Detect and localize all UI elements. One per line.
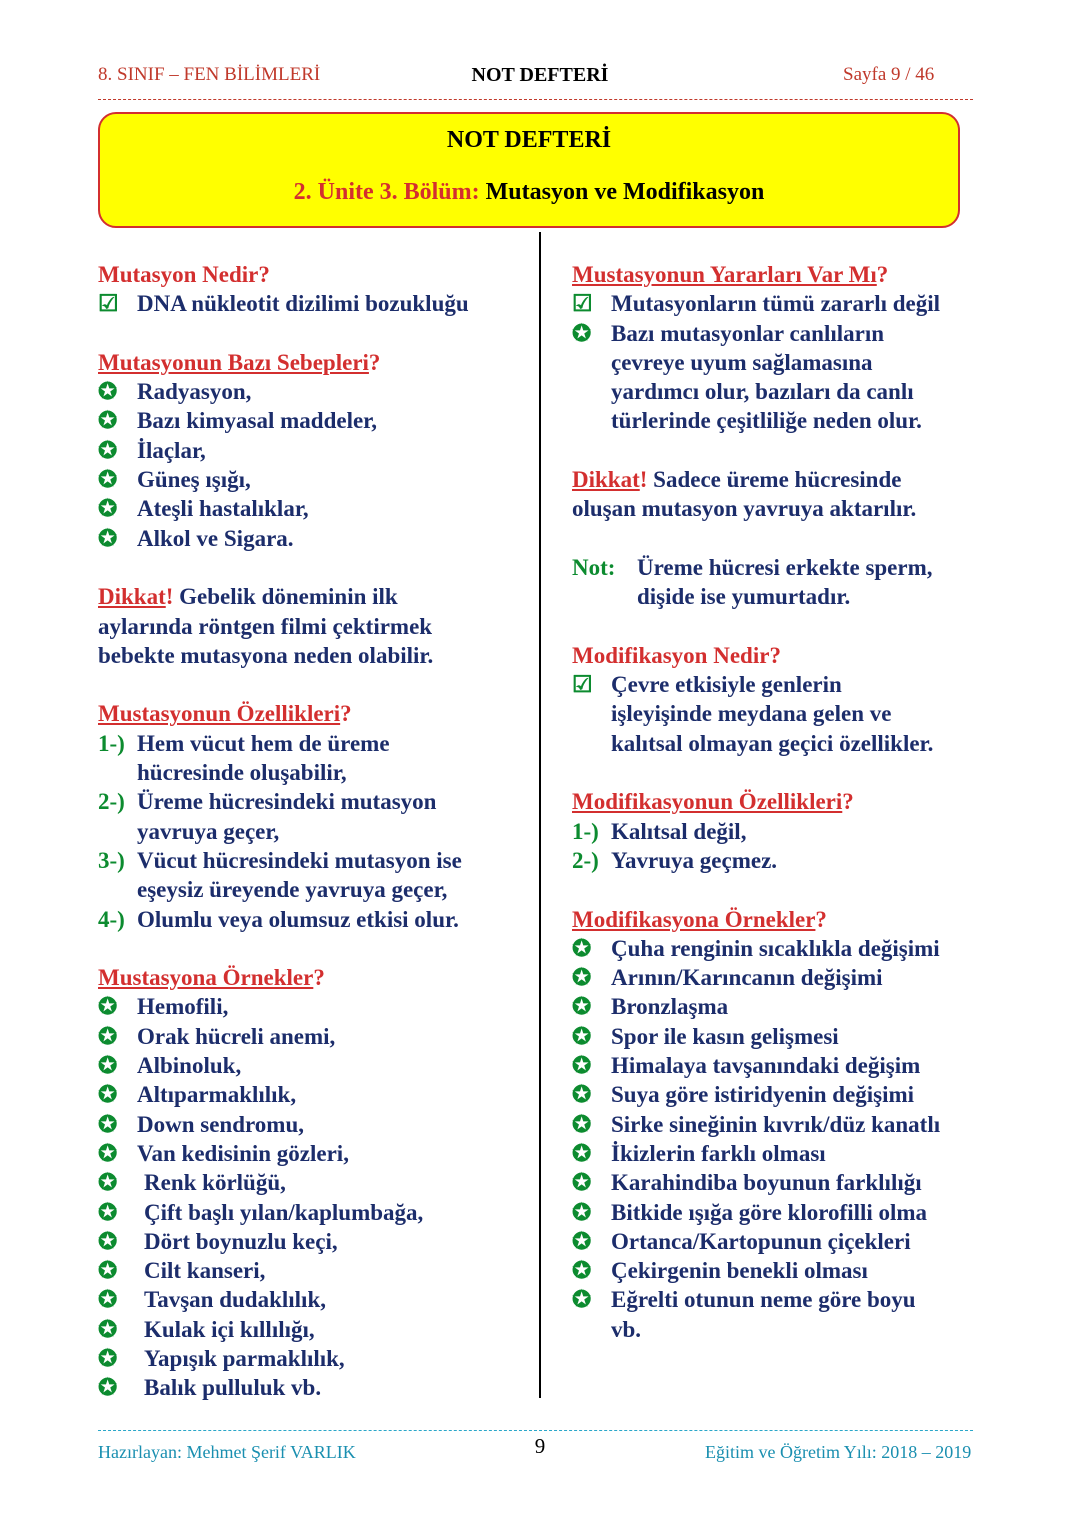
star-icon: ✪ [98,1140,118,1166]
list-item: ✪ İkizlerin farklı olması [572,1139,982,1168]
star-icon: ✪ [98,496,118,522]
warning-note-line: oluşan mutasyon yavruya aktarılır. [572,496,917,522]
star-icon: ✪ [572,1170,592,1196]
section-heading: Mutasyonun Bazı Sebepleri? [98,349,381,375]
numbered-item: 2-) Üreme hücresindeki mutasyon yavruya geçer, [98,789,437,844]
list-item: ☑ Mutasyonların tümü zararlı değil [572,289,982,318]
star-icon: ✪ [572,1053,592,1079]
list-item: ✪ Kulak içi kıllılığı, [98,1315,528,1344]
list-item: ✪ Albinoluk, [98,1051,528,1080]
header-left: 8. SINIF – FEN BİLİMLERİ [98,64,321,85]
banner-unit: 2. Ünite 3. Bölüm: [293,179,480,205]
footer-author: Hazırlayan: Mehmet Şerif VARLIK [98,1442,356,1462]
star-icon: ✪ [98,1258,118,1284]
star-icon: ✪ [98,1170,118,1196]
numbered-item: 1-) Hem vücut hem de üreme hücresinde oluşabilir, [98,730,390,786]
checkbox-icon: ☑ [572,291,593,317]
star-icon: ✪ [98,1375,118,1401]
star-icon: ✪ [98,1082,118,1108]
numbered-item: 2-) Yavruya geçmez. [572,847,778,873]
column-divider [539,232,541,1398]
section-heading: Mustasyonun Yararları Var Mı? [572,262,889,287]
star-icon: ✪ [98,1053,118,1079]
page-number: 9 [534,1434,546,1458]
list-item: ✪ Güneş ışığı, [98,465,528,494]
list-item: ✪ Bazı mutasyonlar canlıların çevreye uyum sağlamasına yardımcı olur, bazıları da canlı türlerinde çeşitliliğe neden olur. [572,319,982,436]
warning-note: Dikkat! Sadece üreme hücresinde [572,467,902,493]
star-icon: ✪ [98,525,118,551]
star-icon: ✪ [572,994,592,1020]
list-item: ✪ Renk körlüğü, [98,1168,528,1197]
list-item: ✪ Tavşan dudaklılık, [98,1285,528,1314]
warning-note-line: aylarında röntgen filmi çektirmek [98,613,433,639]
star-icon: ✪ [98,1111,118,1137]
star-icon: ✪ [572,1082,592,1108]
left-column [98,260,528,1403]
star-icon: ✪ [572,1287,592,1313]
numbered-item: 4-) Olumlu veya olumsuz etkisi olur. [98,906,459,932]
star-icon: ✪ [98,994,118,1020]
header-title: NOT DEFTERİ [471,64,609,86]
star-icon: ✪ [98,1316,118,1342]
footer-year: Eğitim ve Öğretim Yılı: 2018 – 2019 [705,1442,972,1462]
info-note: Not: Üreme hücresi erkekte sperm, dişide ise yumurtadır. [572,554,933,610]
star-icon: ✪ [572,1258,592,1284]
section-heading: Mutasyon Nedir? [98,262,270,287]
list-item: ✪ Altıparmaklılık, [98,1080,528,1109]
header-page: Sayfa 9 / 46 [843,64,935,85]
section-heading: Mustasyona Örnekler? [98,965,325,991]
banner-title: NOT DEFTERİ [446,127,612,153]
star-icon: ✪ [572,1199,592,1225]
list-item: ✪ Balık pulluluk vb. [98,1373,528,1402]
right-column [572,260,982,1344]
list-item: ✪ Eğrelti otunun neme göre boyu vb. [572,1285,982,1344]
footer-divider [98,1430,973,1431]
list-item: ✪ Bazı kimyasal maddeler, [98,406,528,435]
list-item: ✪ Çift başlı yılan/kaplumbağa, [98,1198,528,1227]
list-item: ✪ Orak hücreli anemi, [98,1022,528,1051]
list-item: ✪ Karahindiba boyunun farklılığı [572,1168,982,1197]
banner-topic: Mutasyon ve Modifikasyon [485,179,765,205]
list-item: ✪ Himalaya tavşanındaki değişim [572,1051,982,1080]
list-item: ✪ Sirke sineğinin kıvrık/düz kanatlı [572,1110,982,1139]
list-item: ✪ Ortanca/Kartopunun çiçekleri [572,1227,982,1256]
star-icon: ✪ [572,965,592,991]
warning-note-line: bebekte mutasyona neden olabilir. [98,642,434,668]
list-item: ✪ Çekirgenin benekli olması [572,1256,982,1285]
list-item: ✪ Van kedisinin gözleri, [98,1139,528,1168]
star-icon: ✪ [98,1345,118,1371]
section-heading: Modifikasyonun Özellikleri? [572,789,854,815]
section-heading: Modifikasyon Nedir? [572,642,781,668]
list-item: ✪ Ateşli hastalıklar, [98,494,528,523]
list-item: ☑ Çevre etkisiyle genlerin işleyişinde meydana gelen ve kalıtsal olmayan geçici özellikler. [572,670,982,758]
section-heading: Modifikasyona Örnekler? [572,906,827,932]
star-icon: ✪ [98,408,118,434]
star-icon: ✪ [98,467,118,493]
list-item: ☑ DNA nükleotit dizilimi bozukluğu [98,289,528,318]
list-item: ✪ Bitkide ışığa göre klorofilli olma [572,1198,982,1227]
star-icon: ✪ [98,379,118,405]
star-icon: ✪ [572,1111,592,1137]
checkbox-icon: ☑ [572,672,593,698]
warning-note: Dikkat! Gebelik döneminin ilk [98,584,398,610]
star-icon: ✪ [98,1199,118,1225]
list-item: ✪ Alkol ve Sigara. [98,524,528,553]
numbered-item: 1-) Kalıtsal değil, [572,818,747,844]
list-item: ✪ Bronzlaşma [572,992,982,1021]
list-item: ✪ İlaçlar, [98,436,528,465]
banner-subtitle [100,179,958,206]
list-item: ✪ Çuha renginin sıcaklıkla değişimi [572,934,982,963]
star-icon: ✪ [572,1228,592,1254]
numbered-item: 3-) Vücut hücresindeki mutasyon ise eşeysiz üreyende yavruya geçer, [98,847,462,903]
list-item: ✪ Yapışık parmaklılık, [98,1344,528,1373]
star-icon: ✪ [98,1023,118,1049]
star-icon: ✪ [572,320,592,346]
star-icon: ✪ [98,1228,118,1254]
list-item: ✪ Hemofili, [98,992,528,1021]
list-item: ✪ Down sendromu, [98,1110,528,1139]
list-item: ✪ Cilt kanseri, [98,1256,528,1285]
list-item: ✪ Suya göre istiridyenin değişimi [572,1080,982,1109]
star-icon: ✪ [98,1287,118,1313]
title-banner [98,112,960,228]
list-item: ✪ Dört boynuzlu keçi, [98,1227,528,1256]
star-icon: ✪ [572,935,592,961]
checkbox-icon: ☑ [98,291,119,317]
list-item: ✪ Arının/Karıncanın değişimi [572,963,982,992]
star-icon: ✪ [98,437,118,463]
header-divider [98,99,973,100]
list-item: ✪ Spor ile kasın gelişmesi [572,1022,982,1051]
star-icon: ✪ [572,1023,592,1049]
list-item: ✪ Radyasyon, [98,377,528,406]
star-icon: ✪ [572,1140,592,1166]
section-heading: Mustasyonun Özellikleri? [98,701,352,727]
